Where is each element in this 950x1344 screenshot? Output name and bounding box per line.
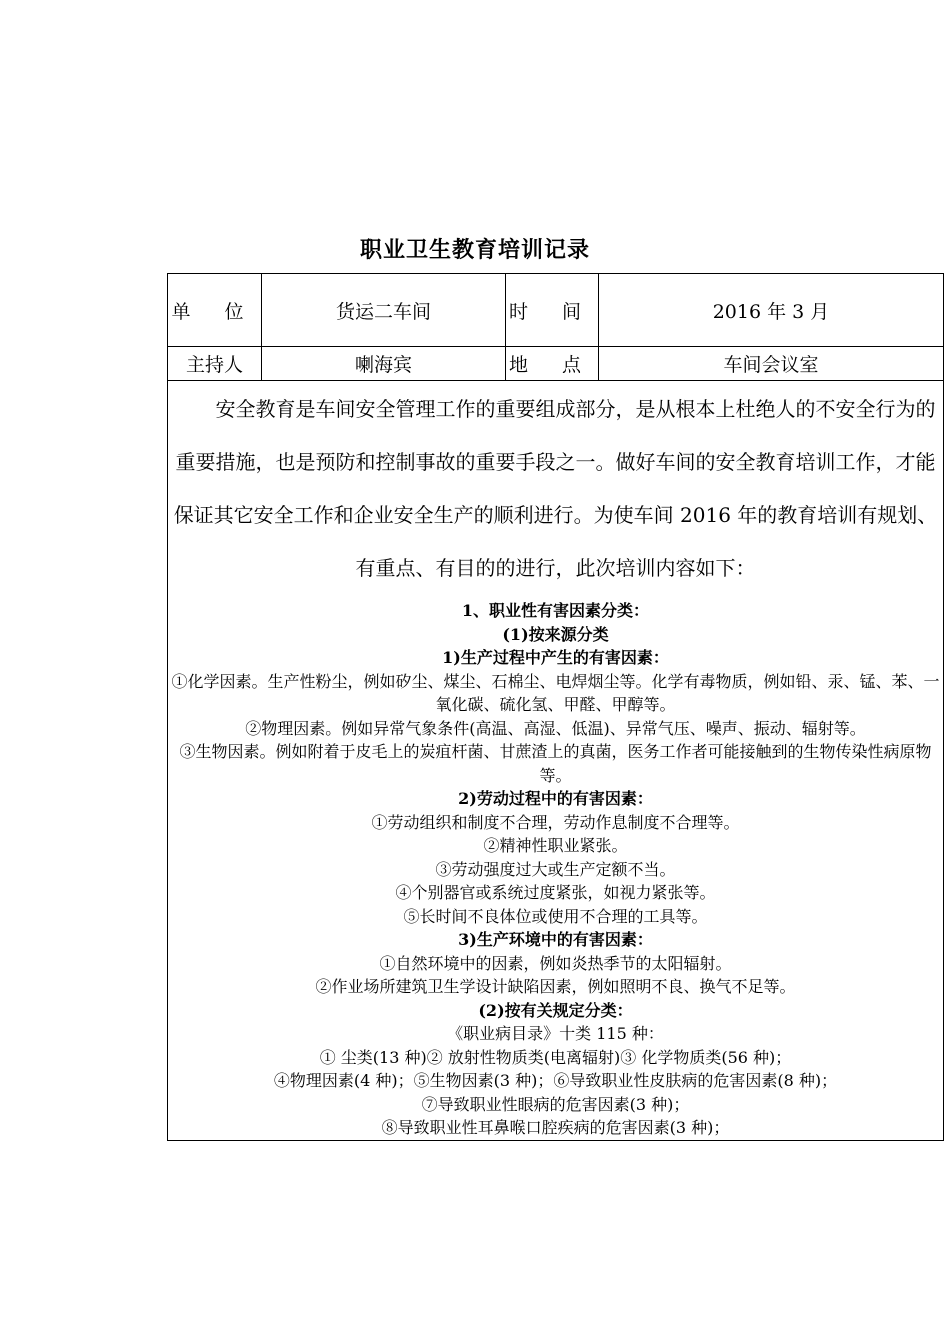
document-title: 职业卫生教育培训记录 [359, 237, 590, 263]
list-item: ④个别器官或系统过度紧张，如视力紧张等。 [395, 883, 716, 902]
category-heading: 2)劳动过程中的有害因素： [458, 789, 653, 808]
list-item: ④物理因素(4 种)；⑤生物因素(3 种)；⑥导致职业性皮肤病的危害因素(8 种)； [273, 1071, 838, 1090]
training-record-table [167, 273, 944, 1141]
list-item: ⑤长时间不良体位或使用不合理的工具等。 [403, 906, 708, 926]
list-item: ①自然环境中的因素，例如炎热季节的太阳辐射。 [379, 953, 732, 973]
table-row [168, 381, 944, 1141]
list-item: ①劳动组织和制度不合理，劳动作息制度不合理等。 [371, 812, 740, 832]
list-item: ②作业场所建筑卫生学设计缺陷因素，例如照明不良、换气不足等。 [315, 977, 796, 996]
time-label: 时 间 [506, 274, 599, 347]
category-heading: 3)生产环境中的有害因素： [458, 930, 653, 949]
intro-paragraph: 安全教育是车间安全管理工作的重要组成部分，是从根本上杜绝人的不安全行为的重要措施，也是预防和控制事故的重要手段之一。做好车间的安全教育培训工作，才能保证其它安全工作和企业安全生产的顺利进行。为使车间 2016 年的教育培训有规划、有重点、有目的的进行，此次培训内容如下： [173, 397, 938, 580]
host-label: 主持人 [168, 347, 262, 381]
list-item: ③生物因素。例如附着于皮毛上的炭疽杆菌、甘蔗渣上的真菌，医务工作者可能接触到的生物传染性病原物等。 [179, 742, 932, 785]
table-row [168, 347, 944, 381]
list-item: ⑦导致职业性眼病的危害因素(3 种)； [421, 1094, 690, 1114]
subsection-heading: (2)按有关规定分类： [478, 1000, 633, 1020]
list-item: ③劳动强度过大或生产定额不当。 [435, 859, 676, 879]
training-content-cell [168, 381, 944, 1141]
table-row [168, 274, 944, 347]
content-lines [168, 599, 943, 1140]
unit-label: 单 位 [168, 274, 262, 347]
list-item: ① 尘类(13 种)② 放射性物质类(电离辐射)③ 化学物质类(56 种)； [319, 1047, 792, 1067]
subsection-heading: (1)按来源分类 [502, 624, 609, 644]
list-item: 《职业病目录》十类 115 种： [447, 1024, 664, 1043]
list-item: ⑧导致职业性耳鼻喉口腔疾病的危害因素(3 种)； [381, 1118, 730, 1137]
list-item: ①化学因素。生产性粉尘，例如矽尘、煤尘、石棉尘、电焊烟尘等。化学有毒物质，例如铅、汞、锰、苯、一氧化碳、硫化氢、甲醛、甲醇等。 [171, 671, 940, 714]
time-value: 2016 年 3 月 [599, 274, 944, 347]
place-value: 车间会议室 [599, 347, 944, 381]
list-item: ②精神性职业紧张。 [483, 836, 628, 855]
place-label: 地 点 [506, 347, 599, 381]
unit-value: 货运二车间 [262, 274, 506, 347]
category-heading: 1)生产过程中产生的有害因素： [442, 648, 669, 667]
host-value: 喇海宾 [262, 347, 506, 381]
list-item: ②物理因素。例如异常气象条件(高温、高湿、低温)、异常气压、噪声、振动、辐射等。 [245, 718, 866, 738]
section-heading: 1、职业性有害因素分类： [461, 601, 650, 620]
